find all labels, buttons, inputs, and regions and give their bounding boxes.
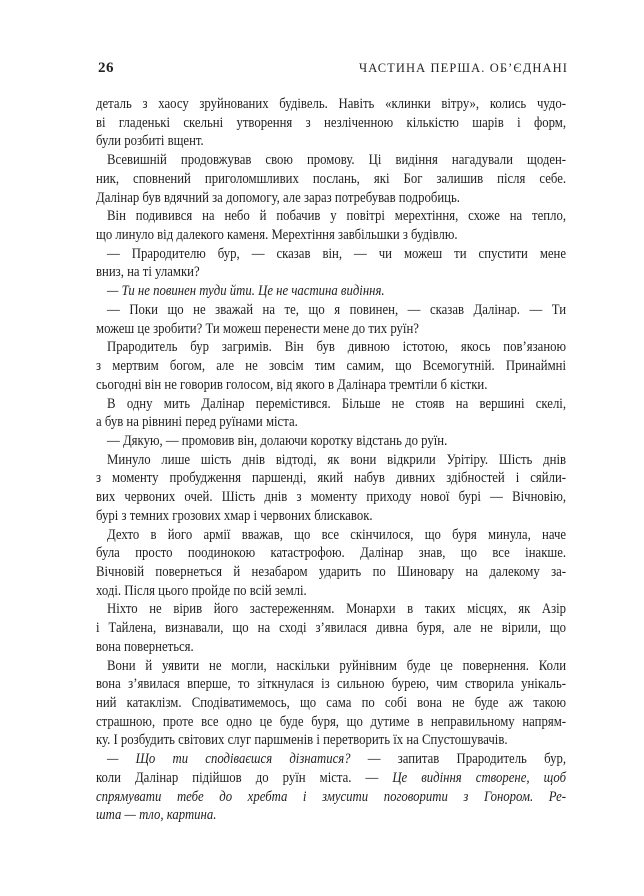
text-line [96, 338, 566, 357]
text-segment: вниз, на ті уламки? [96, 264, 200, 281]
text-segment: були розбиті вщент. [96, 133, 204, 150]
text-segment: можеш це зробити? Ти можеш перенести мене до тих руїн? [96, 320, 419, 337]
text-segment: бурі з темних грозових хмар і червоних блискавок. [96, 507, 373, 524]
text-line [96, 282, 566, 301]
text-line [96, 226, 566, 245]
text-line [96, 114, 566, 133]
text-line [96, 151, 566, 170]
text-line [96, 301, 566, 320]
text-segment: Минуло лише шість днів відтоді, як вони відкрили Урітіру. Шість днів [107, 451, 567, 468]
text-segment: що линуло від далекого каменя. Мерехтіння завбільшки з будівлю. [96, 227, 458, 244]
text-line [96, 526, 566, 545]
text-line [96, 582, 566, 601]
text-line [96, 675, 566, 694]
text-segment: і Тайлена, визнавали, що на сході з’явилася дивна буря, але не вірили, що [96, 620, 567, 637]
text-line [96, 207, 566, 226]
text-segment: а був на рівнині перед руїнами міста. [96, 414, 298, 431]
text-line [96, 713, 566, 732]
text-line [96, 488, 566, 507]
text-line [96, 376, 566, 395]
text-line [96, 395, 566, 414]
italic-text-segment: шта — тло, картина. [96, 807, 217, 824]
text-line [96, 657, 566, 676]
text-segment: вих червоних очей. Шість днів з моменту приходу нової бурі — Вічновію, [96, 489, 567, 506]
text-line [96, 544, 566, 563]
text-line [96, 769, 566, 788]
text-line [96, 413, 566, 432]
text-segment: була просто поодинокою катастрофою. Далінар знав, що все інакше. [96, 545, 567, 562]
text-segment: Далінар був вдячний за допомогу, але зараз потребував подробиць. [96, 189, 460, 206]
text-segment: вона повернеться. [96, 638, 194, 655]
text-segment: коли Далінар підійшов до руїн міста. — [96, 769, 393, 786]
text-line [96, 170, 566, 189]
text-line [96, 451, 566, 470]
text-segment: Ніхто не вірив його застереженням. Монархи в таких місцях, як Азір [107, 601, 567, 618]
italic-text-segment: спрямувати тебе до хребта і змусити поговорити з Гонором. Ре- [96, 788, 567, 805]
text-segment: Вічновій повернеться й незабаром ударить по Шиновару на далекому за- [96, 563, 567, 580]
text-segment: вона з’явилася вперше, то зіткнулася із сильною бурею, чим створила унікаль- [96, 676, 567, 693]
text-line [96, 263, 566, 282]
page-header [98, 60, 568, 77]
text-line [96, 638, 566, 657]
text-segment: сьогодні він не говорив голосом, від якого в Далінара тремтіли б кістки. [96, 376, 488, 393]
text-line [96, 507, 566, 526]
text-segment: Вони й уявити не могли, наскільки руйнівним буде це повернення. Коли [107, 657, 567, 674]
text-segment: страшною, проте все одно це буде буря, що дутиме в неправильному напрям- [96, 713, 567, 730]
text-line [96, 750, 566, 769]
running-header: ЧАСТИНА ПЕРША. ОБ’ЄДНАНІ [359, 61, 568, 75]
text-line [96, 731, 566, 750]
text-segment: Всевишній продовжував свою промову. Ці видіння нагадували щоден- [107, 152, 567, 169]
text-segment: ві гладенькі скельні утворення з незліченною кількістю шарів і форм, [96, 114, 567, 131]
text-segment: Дехто в його армії вважав, що все скінчилося, що буря минула, наче [107, 526, 567, 543]
text-segment: Прародитель бур загримів. Він був дивною істотою, якось пов’язаною [107, 339, 567, 356]
text-line [96, 806, 566, 825]
page-number: 26 [98, 60, 114, 76]
text-segment: ході. Після цього пройде по всій землі. [96, 582, 307, 599]
text-segment: ний катаклізм. Сподіватимемось, що сама по собі вона не буде аж такою [96, 695, 567, 711]
text-segment: — Прародителю бур, — сказав він, — чи можеш ти спустити мене [107, 245, 567, 262]
text-segment: ку. І розбудить світових слуг паршменів і перетворить їх на Спустошувачів. [96, 732, 508, 749]
italic-text-segment: — Ти не повинен туди йти. Це не частина видіння. [107, 283, 385, 300]
text-segment: з моменту пробудження паршенді, який набув дивних здібностей і сяйли- [96, 470, 567, 487]
text-line [96, 245, 566, 264]
text-line [96, 563, 566, 582]
text-line [96, 694, 566, 713]
text-segment: — запитав Прародитель бур, [350, 751, 567, 768]
italic-text-segment: Це видіння створене, щоб [392, 769, 567, 786]
text-line [96, 95, 566, 114]
text-segment: — Поки що не зважай на те, що я повинен, — сказав Далінар. — Ти [107, 301, 567, 318]
text-segment: Він подивився на небо й побачив у повітрі мерехтіння, схоже на тепло, [107, 208, 567, 225]
text-line [96, 132, 566, 151]
text-line [96, 357, 566, 376]
text-segment: — Дякую, — промовив він, долаючи коротку відстань до руїн. [107, 432, 448, 449]
text-line [96, 469, 566, 488]
text-segment: з мертвим богом, але не зовсім тим самим, що Всемогутній. Принаймні [96, 358, 567, 375]
italic-text-segment: — Що ти сподіваєшся дізнатися? [107, 751, 351, 768]
text-segment: ник, сповнений приголомшливих послань, які Бог залишив після себе. [96, 170, 567, 187]
text-line [96, 432, 566, 451]
text-segment: деталь з хаосу зруйнованих будівель. Навіть «клинки вітру», колись чудо- [96, 96, 567, 112]
text-segment: В одну мить Далінар перемістився. Більше не стояв на вершині скелі, [107, 395, 567, 412]
text-line [96, 788, 566, 807]
text-line [96, 600, 566, 619]
text-line [96, 189, 566, 208]
text-line [96, 320, 566, 339]
page-body [96, 95, 566, 825]
text-line [96, 619, 566, 638]
